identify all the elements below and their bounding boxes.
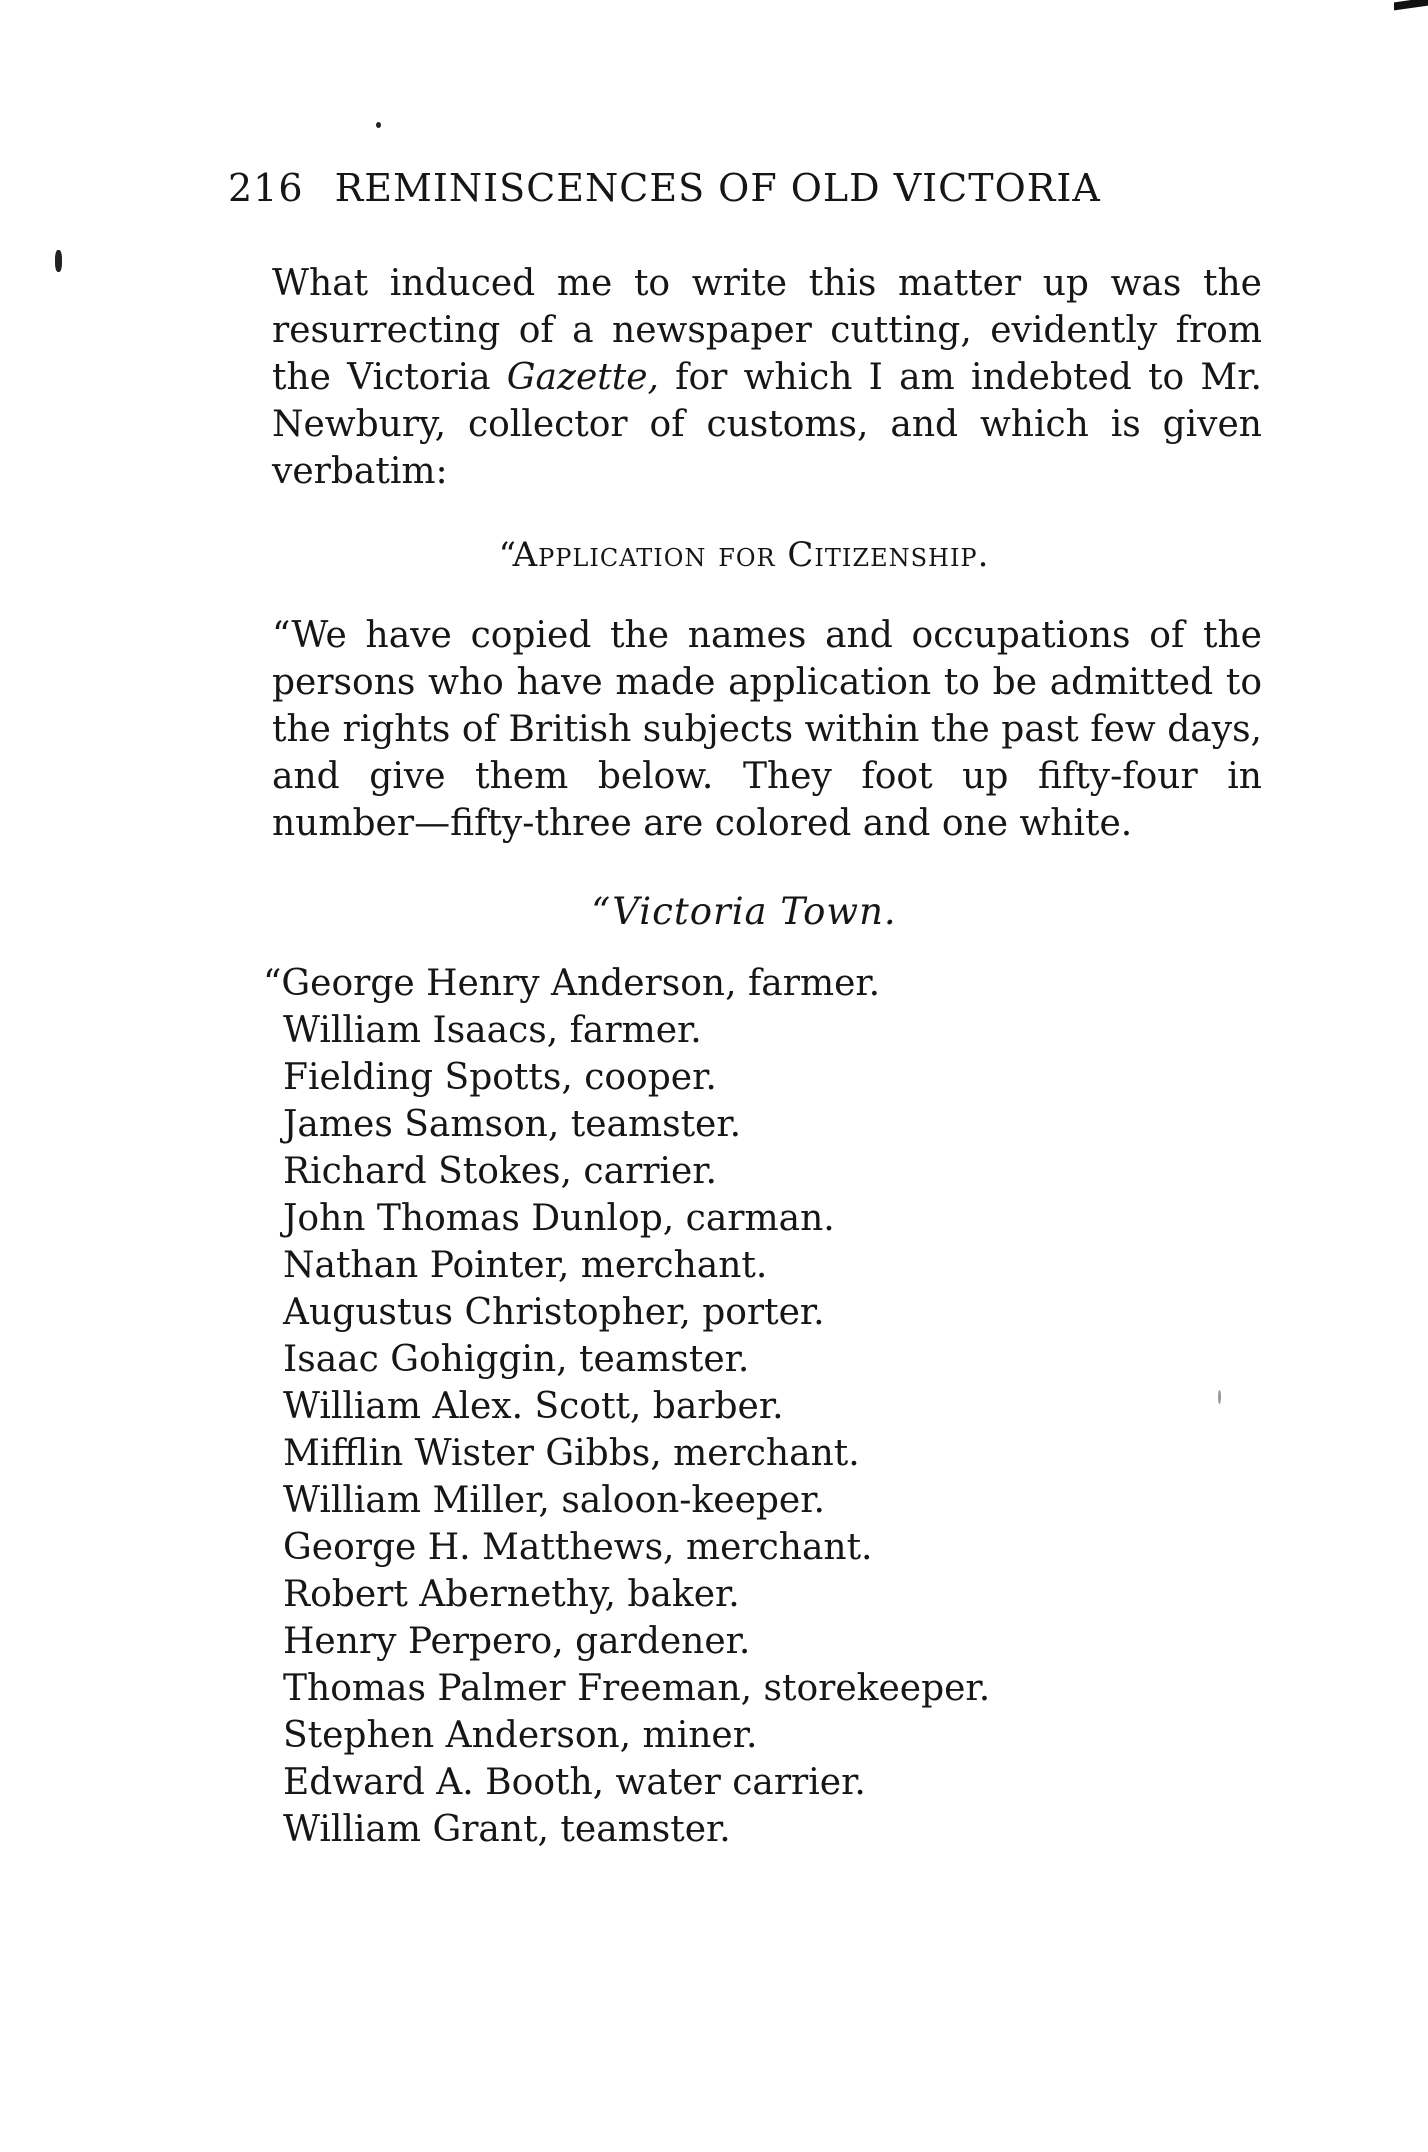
applicant-entry: Richard Stokes, carrier.: [283, 1151, 717, 1192]
applicant-entry: William Miller, saloon-keeper.: [283, 1480, 825, 1521]
running-header: [228, 166, 1148, 210]
applicant-entry: Augustus Christopher, porter.: [283, 1292, 825, 1333]
scan-speck: [376, 122, 381, 128]
applicant-entry: James Samson, teamster.: [283, 1104, 742, 1145]
applicant-entry: Stephen Anderson, miner.: [283, 1715, 758, 1756]
running-title: REMINISCENCES OF OLD VICTORIA: [334, 166, 1101, 210]
applicant-entry: William Isaacs, farmer.: [283, 1010, 702, 1051]
applicant-entry: Isaac Gohiggin, teamster.: [283, 1339, 750, 1380]
scan-speck: [1218, 1390, 1221, 1404]
article-paragraph: “We have copied the names and occupations of the persons who have made application to be admitted to the rights of British subjects within the past few days, and give them below. They foot up fifty-four in number—fifty-three are colored and one white.: [272, 615, 1262, 844]
applicant-entry: Thomas Palmer Freeman, storekeeper.: [283, 1668, 991, 1709]
intro-text: What induced me to write this matter up was the resurrecting of a newspaper cutting, evidently from the Victoria: [272, 263, 1262, 398]
intro-paragraph: [232, 260, 1262, 495]
scan-speck: [55, 250, 62, 272]
applicant-entry: William Grant, teamster.: [283, 1809, 731, 1850]
applicant-entry: Edward A. Booth, water carrier.: [283, 1762, 866, 1803]
applicant-entry: Henry Perpero, gardener.: [283, 1621, 751, 1662]
applicant-entry: “George Henry Anderson, farmer.: [263, 963, 881, 1004]
applicant-entry: Robert Abernethy, baker.: [283, 1574, 740, 1615]
scan-corner-mark: [1394, 0, 1428, 10]
page-number: 216: [228, 166, 304, 210]
applicant-entry: William Alex. Scott, barber.: [283, 1386, 784, 1427]
article-heading: “Application for Citizenship.: [498, 535, 990, 575]
applicant-entry: John Thomas Dunlop, carman.: [283, 1198, 835, 1239]
applicant-entry: Nathan Pointer, merchant.: [283, 1245, 768, 1286]
applicant-entry: George H. Matthews, merchant.: [283, 1527, 873, 1568]
intro-text-continued: for which I am indebted to Mr. Newbury, collector of customs, and which is given verbatim:: [272, 357, 1262, 492]
applicant-list: [263, 960, 991, 1853]
applicant-entry: Fielding Spotts, cooper.: [283, 1057, 717, 1098]
applicant-entry: Mifflin Wister Gibbs, merchant.: [283, 1433, 860, 1474]
section-heading: “Victoria Town.: [591, 890, 897, 933]
newspaper-title: Gazette,: [506, 357, 659, 398]
